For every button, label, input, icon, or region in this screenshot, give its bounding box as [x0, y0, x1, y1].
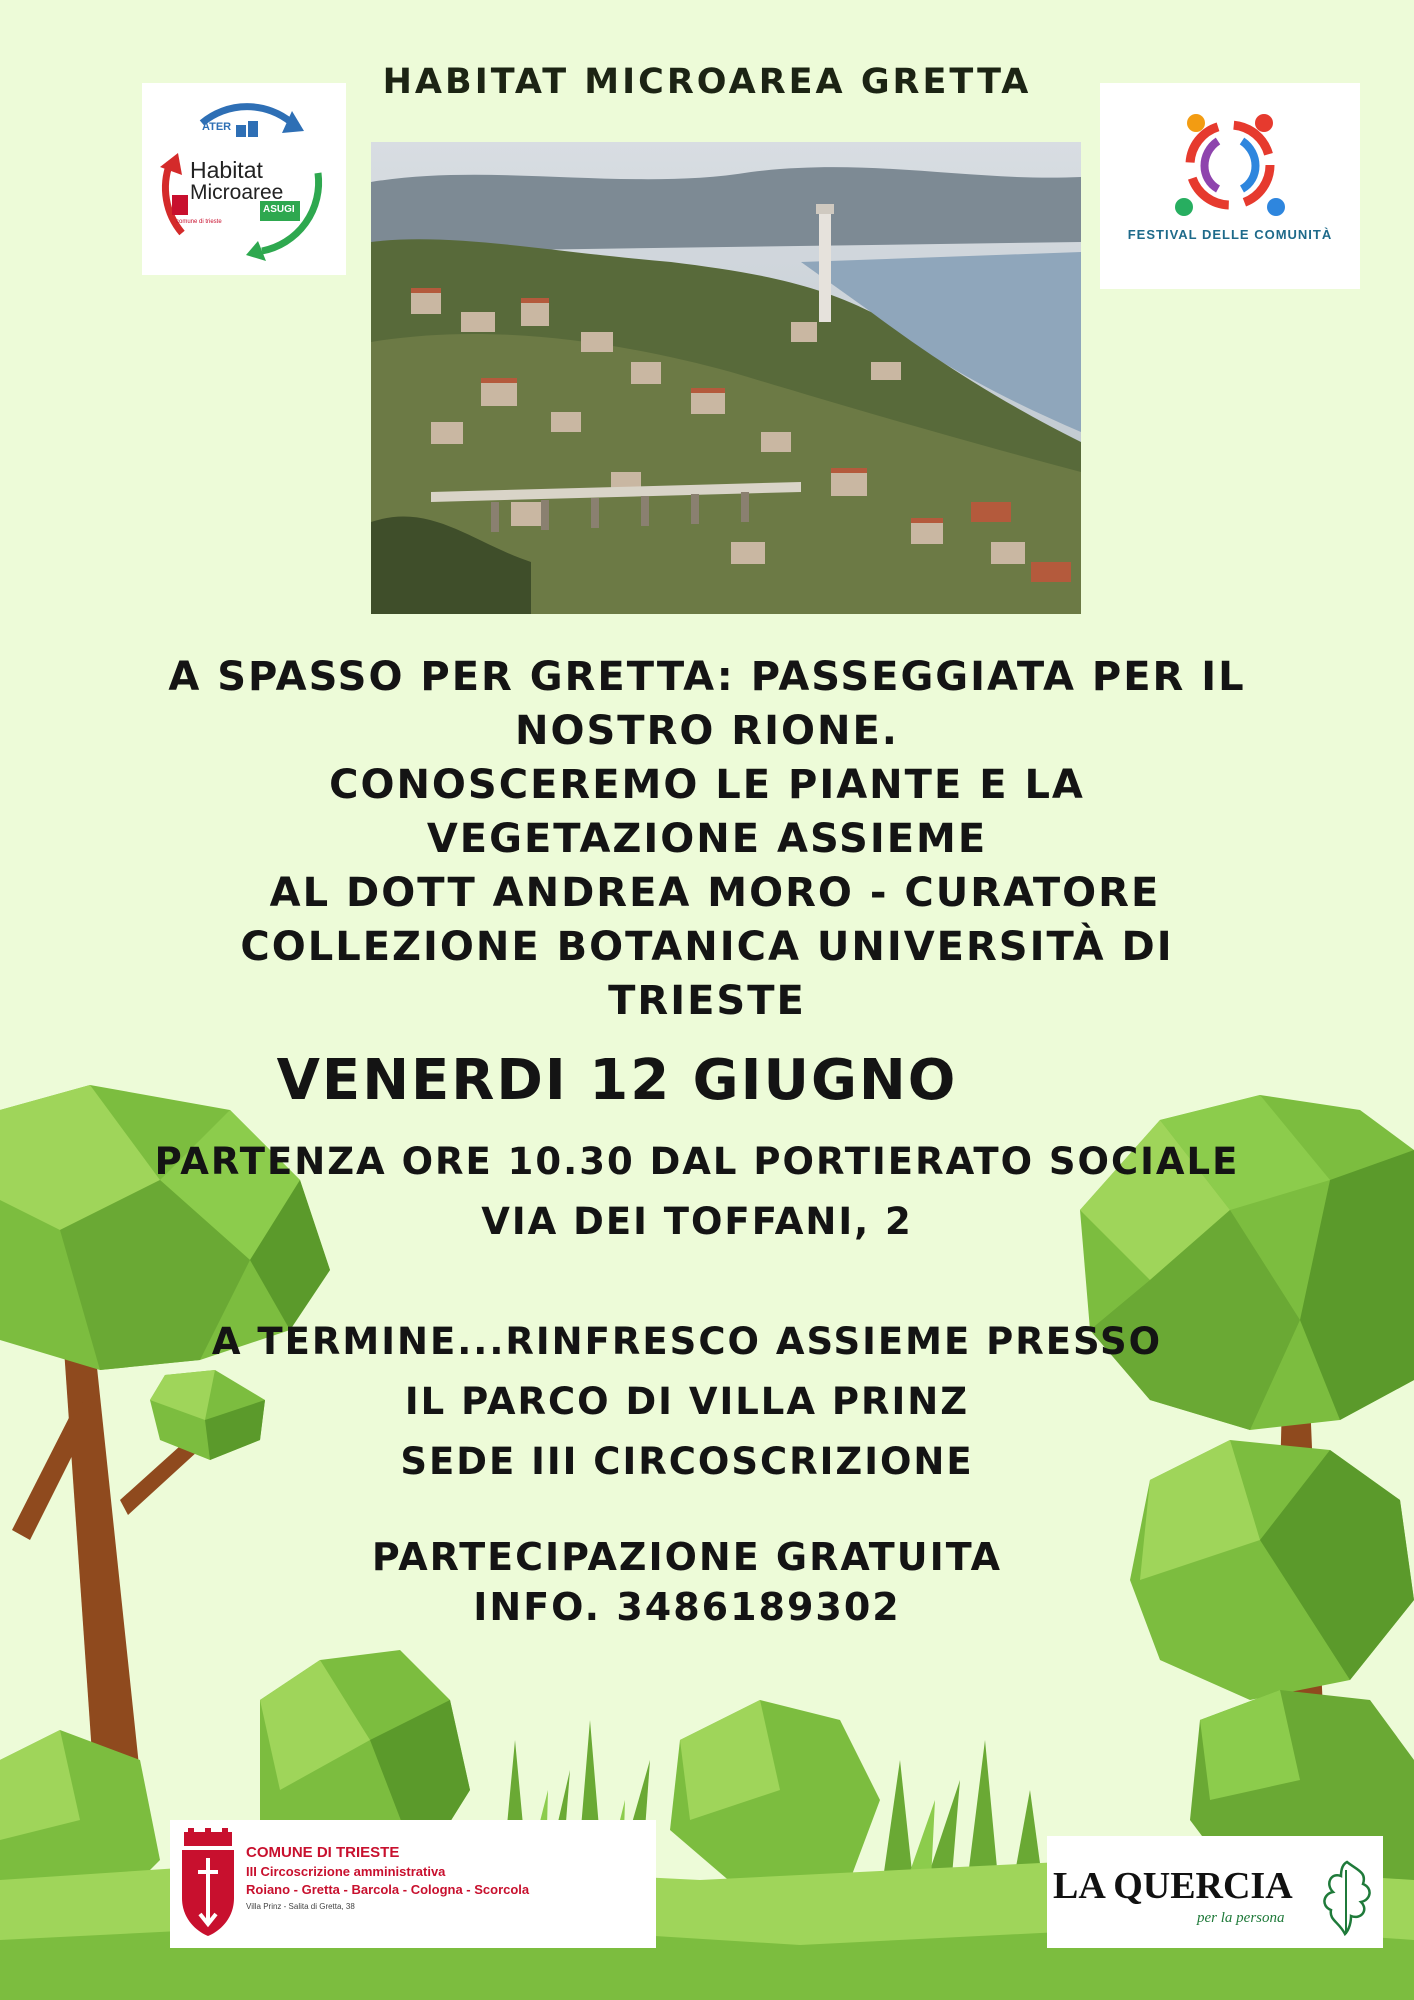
departure-info	[0, 1132, 1404, 1252]
intro-line-7: TRIESTE	[608, 978, 806, 1024]
departure-address: VIA DEI TOFFANI, 2	[481, 1200, 913, 1243]
comune-title: COMUNE DI TRIESTE	[246, 1844, 400, 1861]
comune-label: comune di trieste	[176, 219, 222, 225]
intro-line-2: NOSTRO RIONE.	[515, 708, 899, 754]
header-title: HABITAT MICROAREA GRETTA	[382, 62, 1032, 102]
ater-label: ATER	[202, 121, 232, 133]
comune-address: Villa Prinz - Salita di Gretta, 38	[246, 1902, 355, 1911]
free-participation: PARTECIPAZIONE GRATUITA	[371, 1535, 1003, 1579]
asugi-label: ASUGI	[263, 204, 295, 215]
habitat-word: Habitat	[190, 157, 263, 183]
festival-name: FESTIVAL DELLE COMUNITÀ	[1127, 227, 1333, 242]
refreshment-line-2: IL PARCO DI VILLA PRINZ	[404, 1380, 970, 1423]
festival-delle-comunita-logo	[1100, 83, 1360, 289]
la-quercia-logo	[1047, 1836, 1383, 1948]
info-phone: INFO. 3486189302	[473, 1585, 901, 1629]
refreshment-line-3: SEDE III CIRCOSCRIZIONE	[400, 1440, 974, 1483]
la-quercia-name: LA QUERCIA	[1053, 1865, 1293, 1907]
departure-time: PARTENZA ORE 10.30 DAL PORTIERATO SOCIALE	[154, 1140, 1240, 1183]
la-quercia-tagline: per la persona	[1197, 1910, 1285, 1926]
comune-circoscrizione: III Circoscrizione amministrativa	[246, 1864, 446, 1879]
event-date: VENERDI 12 GIUGNO	[276, 1048, 958, 1113]
intro-line-5: AL DOTT ANDREA MORO - CURATORE	[253, 870, 1161, 916]
comune-quartieri: Roiano - Gretta - Barcola - Cologna - Scorcola	[246, 1882, 530, 1897]
intro-line-3: CONOSCEREMO LE PIANTE E LA	[329, 762, 1085, 808]
lighthouse	[819, 212, 831, 322]
participation-info	[0, 1532, 1394, 1632]
community-circle-icon	[1100, 83, 1360, 289]
trieste-panorama-photo	[371, 142, 1081, 614]
intro-line-6: COLLEZIONE BOTANICA UNIVERSITÀ DI	[240, 924, 1174, 970]
oak-leaf-icon	[1317, 1856, 1377, 1936]
microaree-word: Microaree	[190, 181, 284, 204]
intro-line-4: VEGETAZIONE ASSIEME	[426, 816, 988, 862]
trieste-crest-icon	[178, 1828, 238, 1938]
comune-di-trieste-logo	[170, 1820, 656, 1948]
habitat-microaree-logo	[142, 83, 346, 275]
refreshment-info	[0, 1312, 1394, 1492]
refreshment-line-1: A TERMINE...RINFRESCO ASSIEME PRESSO	[211, 1320, 1163, 1363]
event-description	[0, 650, 1414, 1028]
intro-line-1: A SPASSO PER GRETTA: PASSEGGIATA PER IL	[168, 654, 1246, 700]
